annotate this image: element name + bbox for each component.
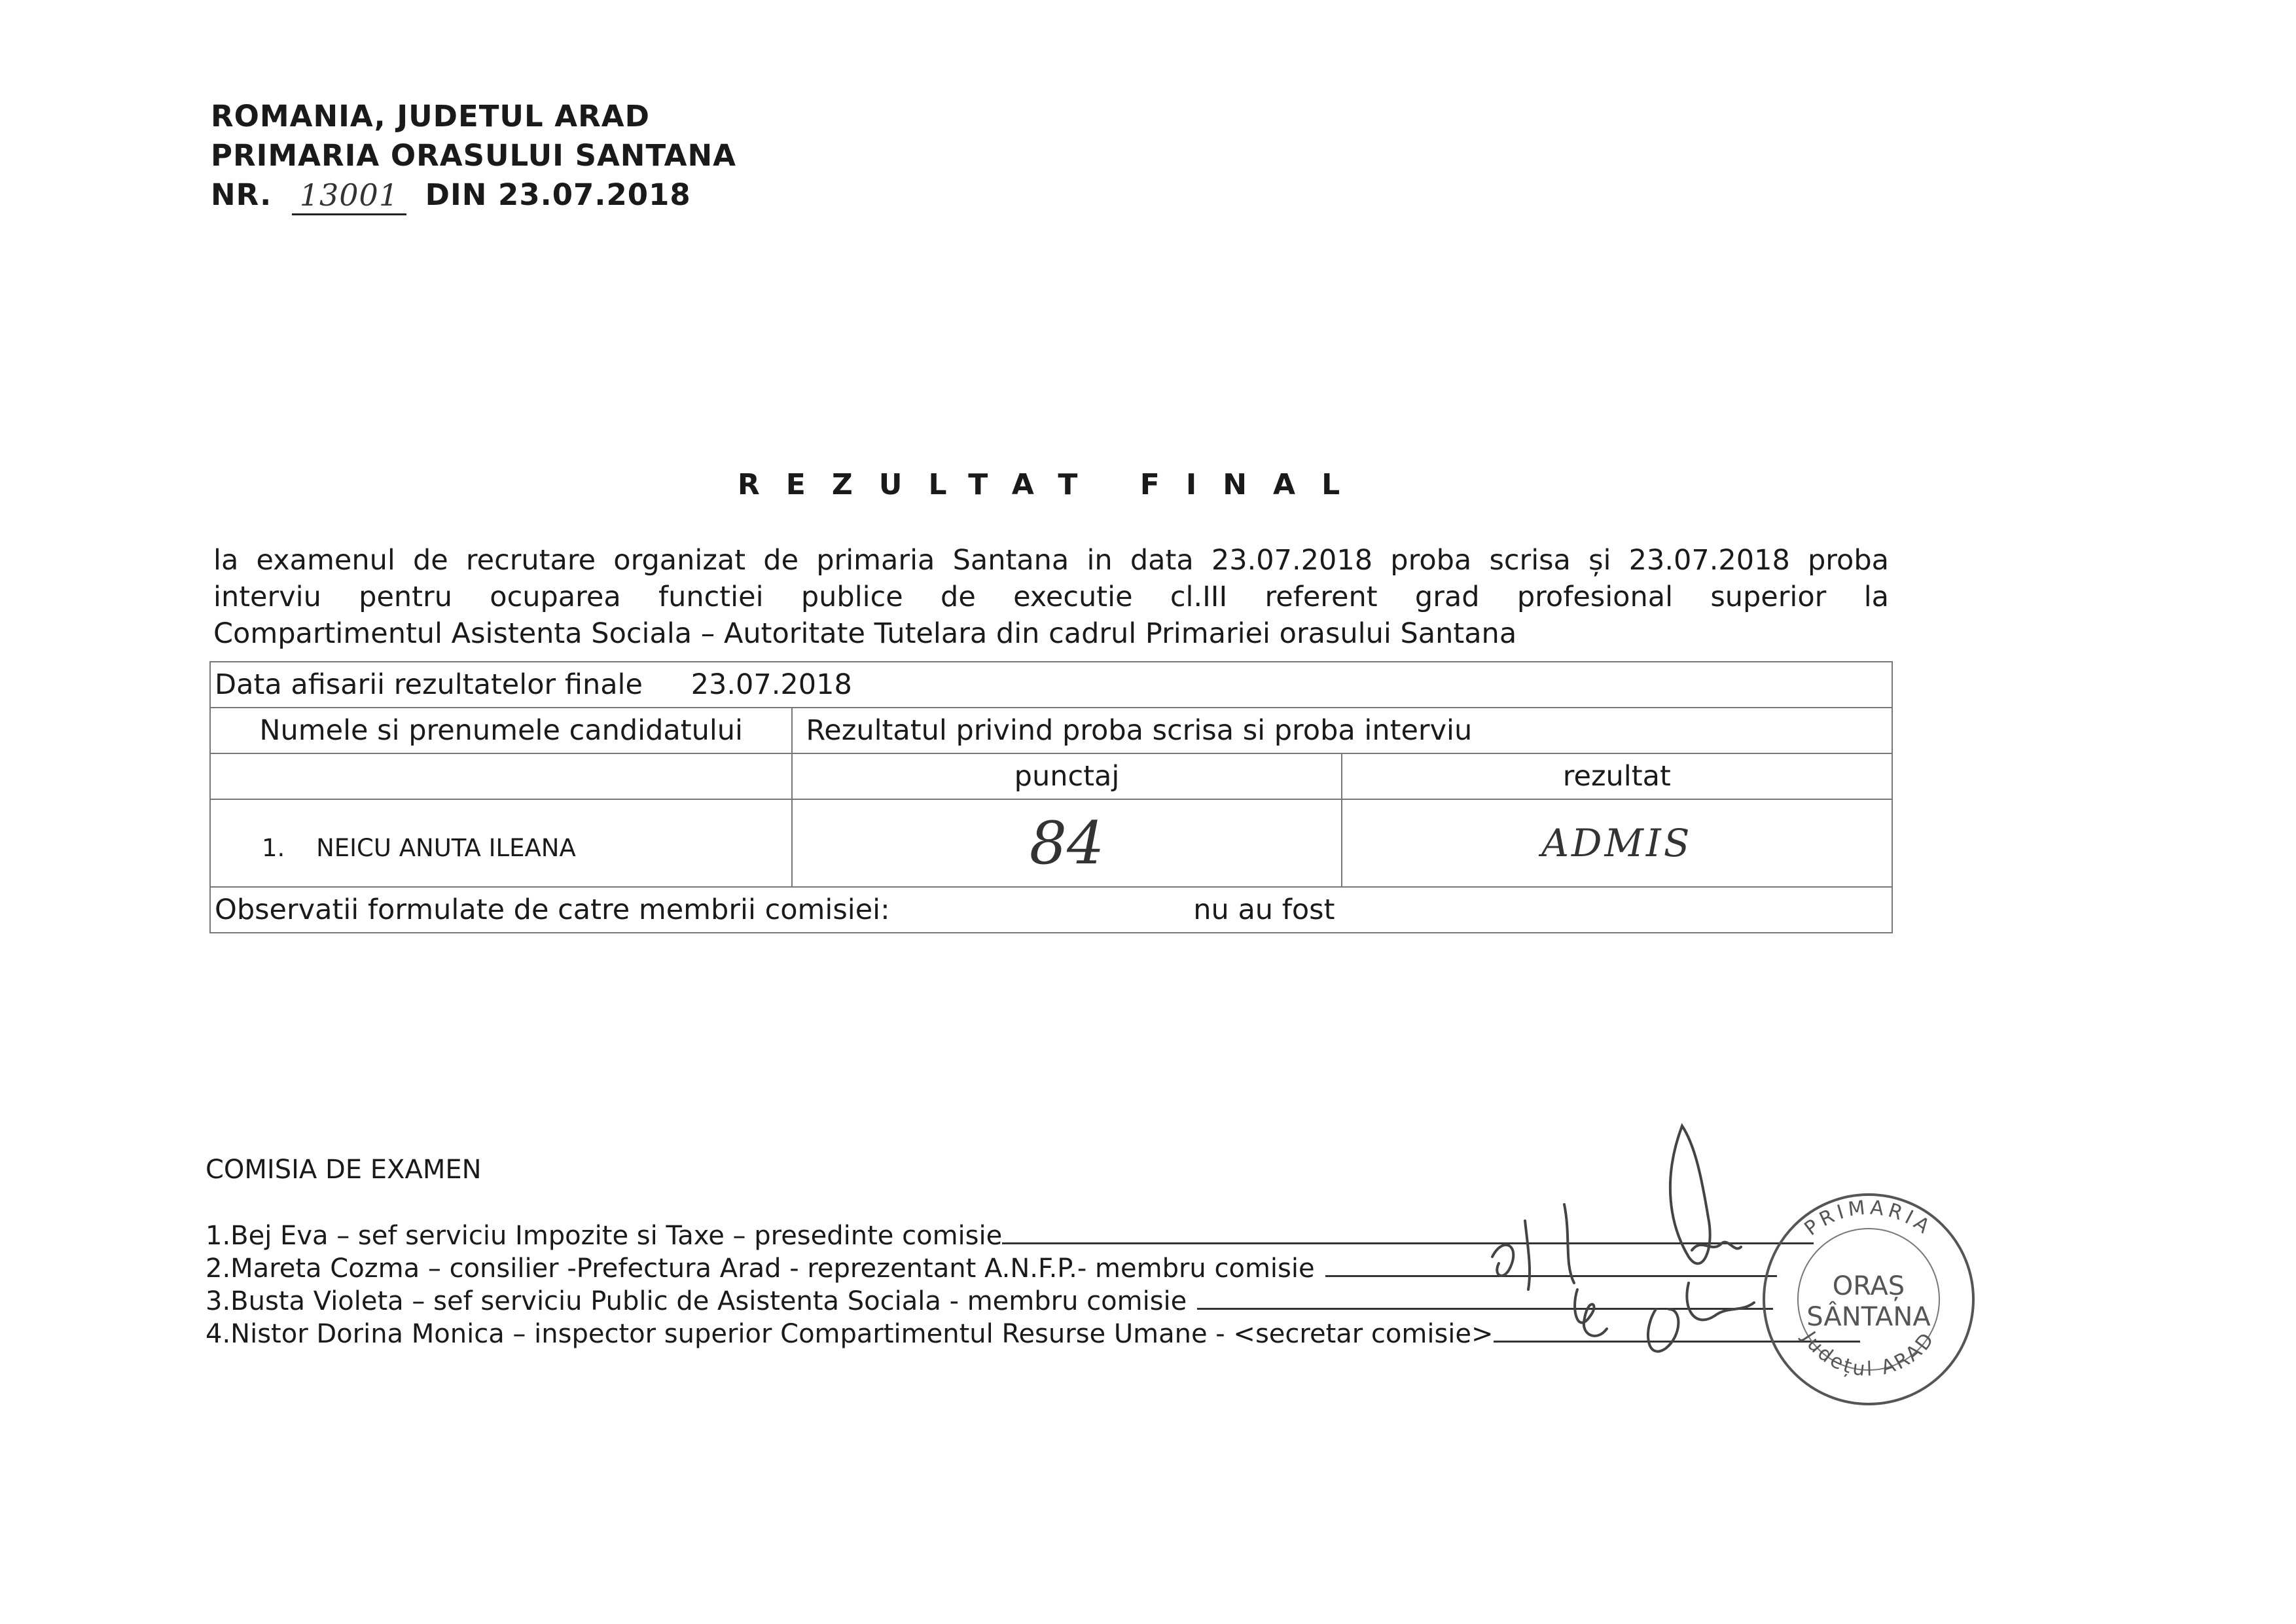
intro-line-3: Compartimentul Asistenta Sociala – Autoritate Tutelara din cadrul Primariei orasului Santana [213, 617, 1517, 650]
document-title: REZULTAT FINAL [737, 468, 1367, 501]
intro-paragraph [213, 542, 1889, 652]
observations-cell [210, 887, 1892, 933]
stamp-middle-2: SÂNTANA [1806, 1302, 1931, 1332]
candidate-punctaj: 84 [792, 799, 1341, 887]
col-header-result-group: Rezultatul privind proba scrisa si proba interviu [792, 708, 1892, 753]
member-1-text: 1.Bej Eva – sef serviciu Impozite si Taxe – presedinte comisie [206, 1221, 1003, 1251]
member-2-text: 2.Mareta Cozma – consilier -Prefectura Arad - reprezentant A.N.F.P.- membru comisie [206, 1254, 1315, 1284]
header-line-institution: PRIMARIA ORASULUI SANTANA [211, 138, 736, 173]
date-cell [210, 662, 1892, 708]
candidate-rezultat: ADMIS [1342, 799, 1892, 887]
subheader-row [210, 753, 1892, 799]
candidate-name-cell [210, 799, 792, 887]
col-header-name: Numele si prenumele candidatului [210, 708, 792, 753]
column-header-row [210, 708, 1892, 753]
header-line-country: ROMANIA, JUDETUL ARAD [211, 99, 650, 134]
intro-line-2: interviu pentru ocuparea functiei publice de executie cl.III referent grad profesional superior la [213, 581, 1889, 613]
nr-label: NR. [211, 177, 272, 212]
stamp-bottom-text: Județul ARAD [1797, 1327, 1941, 1382]
date-row [210, 662, 1892, 708]
col-header-punctaj: punctaj [792, 753, 1341, 799]
commission-title: COMISIA DE EXAMEN [206, 1155, 482, 1185]
subheader-empty [210, 753, 792, 799]
svg-text:Județul ARAD [1797, 1327, 1940, 1381]
svg-text:PRIMARIA [1801, 1196, 1937, 1240]
candidate-index: 1. [262, 833, 285, 862]
official-stamp [1754, 1185, 1983, 1414]
date-display-label: Data afisarii rezultatelor finale [215, 668, 643, 701]
candidate-name: NEICU ANUTA ILEANA [316, 833, 576, 862]
header-registration [211, 175, 691, 215]
nr-handwritten-value: 13001 [299, 177, 399, 213]
observations-row [210, 887, 1892, 933]
date-display-value: 23.07.2018 [691, 668, 852, 701]
date-label: DIN 23.07.2018 [425, 177, 691, 212]
member-4-text: 4.Nistor Dorina Monica – inspector superior Compartimentul Resurse Umane - <secretar comisie> [206, 1319, 1494, 1349]
stamp-middle-1: ORAȘ [1832, 1271, 1905, 1301]
observations-label: Observatii formulate de catre membrii comisiei: [215, 893, 890, 926]
intro-line-1: la examenul de recrutare organizat de primaria Santana in data 23.07.2018 proba scrisa și 23.07.2018 proba [213, 544, 1889, 577]
results-table [209, 661, 1893, 933]
observations-value: nu au fost [1193, 893, 1335, 926]
member-3-text: 3.Busta Violeta – sef serviciu Public de Asistenta Sociala - membru comisie [206, 1286, 1187, 1316]
stamp-top-text: PRIMARIA [1800, 1196, 1937, 1241]
col-header-rezultat: rezultat [1342, 753, 1892, 799]
table-row [210, 799, 1892, 887]
